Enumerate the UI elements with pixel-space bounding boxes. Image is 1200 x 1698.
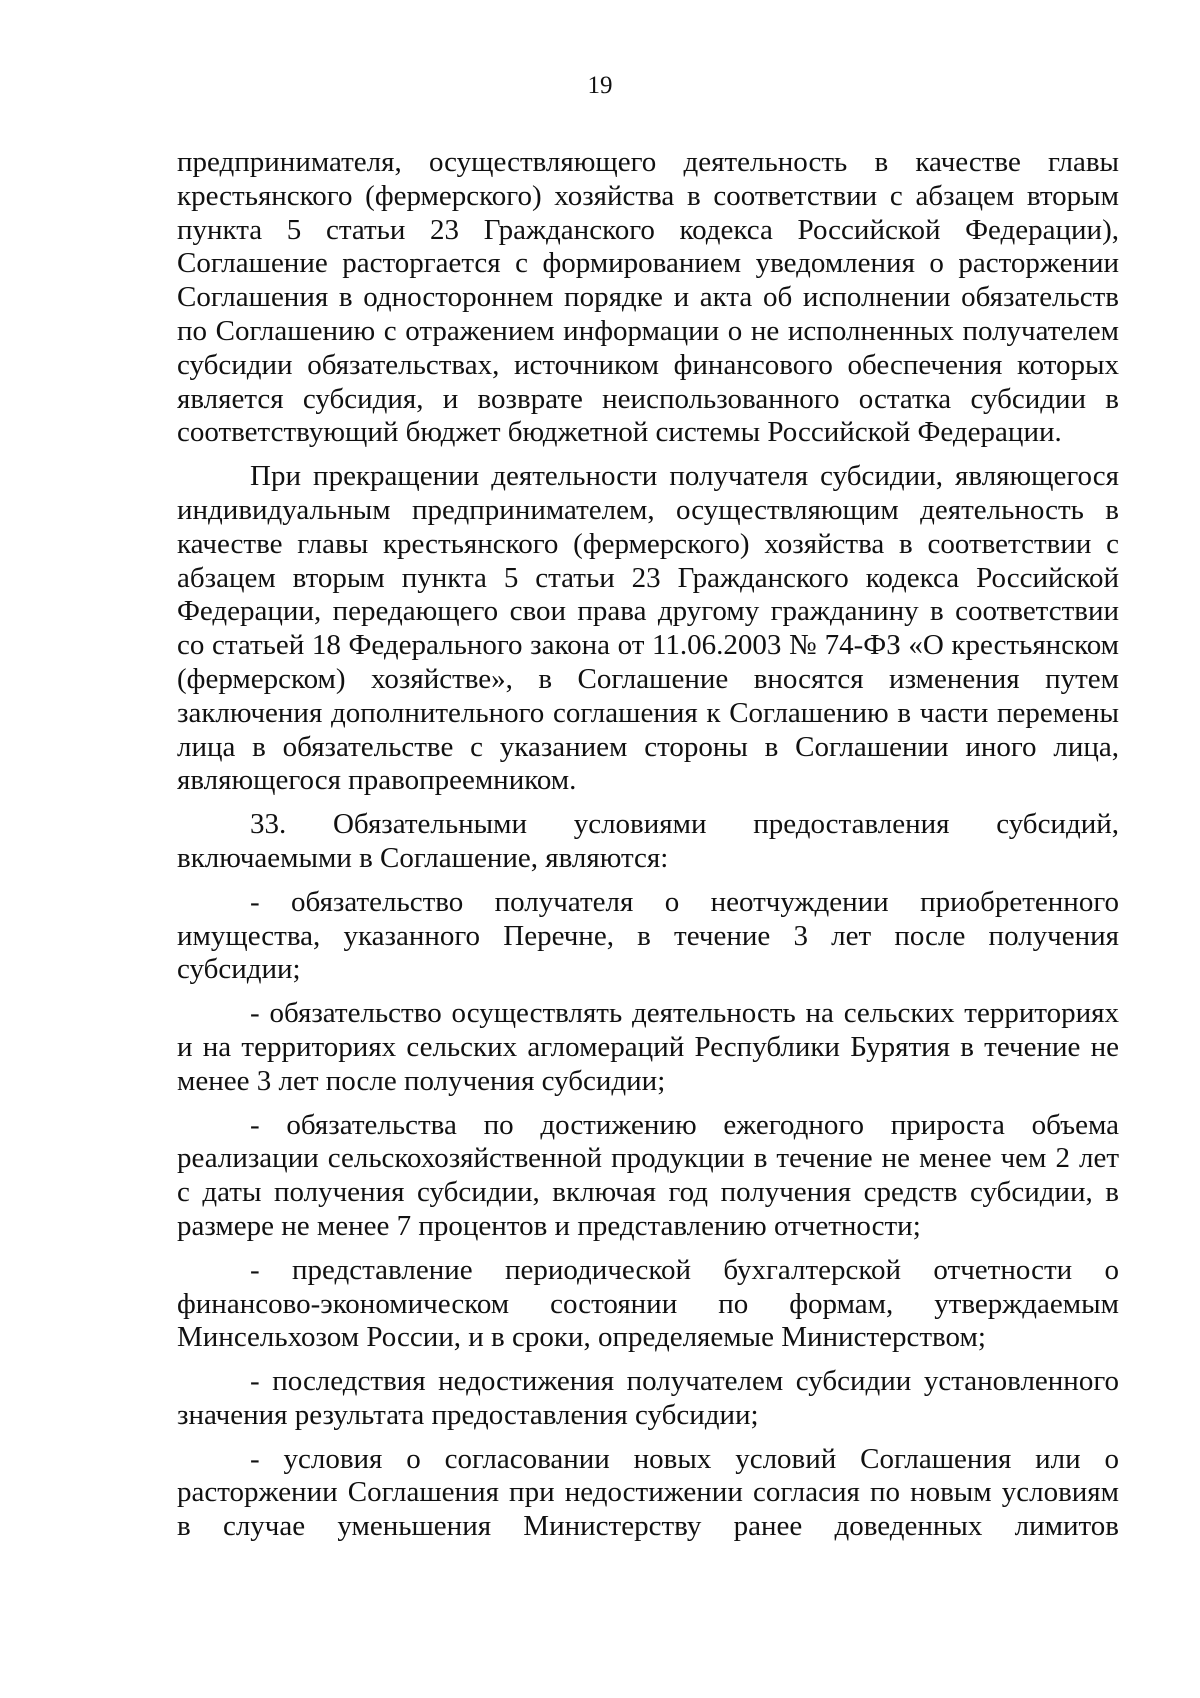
paragraph-continuation: предпринимателя, осуществляющего деятельность в качестве главы крестьянского (фермерского) хозяйства в соответствии с абзацем вторым пункта 5 статьи 23 Гражданского кодекса Российской Федерации), Соглашение расторгается с формированием уведомления о расторжении Соглашения в одностороннем порядке и акта об исполнении обязательств по Соглашению с отражением информации о не исполненных получателем субсидии обязательствах, источником финансового обеспечения которых является субсидия, и возврате неиспользованного остатка субсидии в соответствующий бюджет бюджетной системы Российской Федерации. <box>177 146 1119 449</box>
paragraph-item-33: 33. Обязательными условиями предоставления субсидий, включаемыми в Соглашение, являются: <box>177 808 1119 874</box>
condition-non-achievement-consequences: - последствия недостижения получателем субсидии установленного значения результата предоставления субсидии; <box>177 1365 1119 1431</box>
paragraph-termination-of-activity: При прекращении деятельности получателя субсидии, являющегося индивидуальным предпринимателем, осуществляющим деятельность в качестве главы крестьянского (фермерского) хозяйства в соответствии с абзацем вторым пункта 5 статьи 23 Гражданского кодекса Российской Федерации, передающего свои права другому гражданину в соответствии со статьей 18 Федерального закона от 11.06.2003 № 74-ФЗ «О крестьянском (фермерском) хозяйстве», в Соглашение вносятся изменения путем заключения дополнительного соглашения к Соглашению в части перемены лица в обязательстве с указанием стороны в Соглашении иного лица, являющегося правопреемником. <box>177 460 1119 797</box>
page-number: 19 <box>587 72 613 99</box>
condition-accounting-reports: - представление периодической бухгалтерской отчетности о финансово-экономическом состоянии по формам, утверждаемым Минсельхозом России, и в сроки, определяемые Министерством; <box>177 1253 1119 1354</box>
condition-rural-activity: - обязательство осуществлять деятельность на сельских территориях и на территориях сельских агломераций Республики Бурятия в течение не менее 3 лет после получения субсидии; <box>177 997 1119 1097</box>
document-body <box>177 146 1119 1544</box>
condition-non-alienation: - обязательство получателя о неотчуждении приобретенного имущества, указанного Перечне, в течение 3 лет после получения субсидии; <box>177 885 1119 986</box>
condition-agreement-amendment: - условия о согласовании новых условий Соглашения или о расторжении Соглашения при недостижении согласия по новым условиям в случае уменьшения Министерству ранее доведенных лимитов <box>177 1442 1119 1543</box>
condition-sales-growth: - обязательства по достижению ежегодного прироста объема реализации сельскохозяйственной продукции в течение не менее чем 2 лет с даты получения субсидии, включая год получения средств субсидии, в размере не менее 7 процентов и представлению отчетности; <box>177 1108 1119 1242</box>
